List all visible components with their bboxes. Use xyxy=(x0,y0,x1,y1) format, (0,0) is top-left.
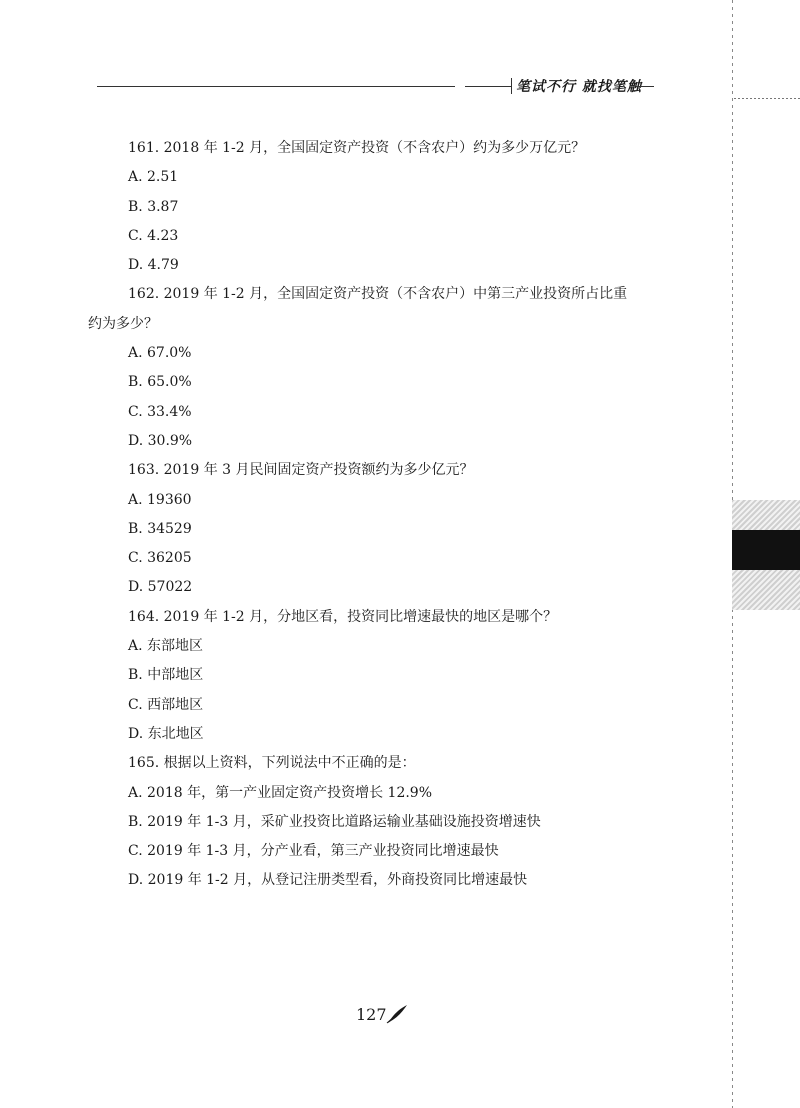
question-161-stem: 161. 2018 年 1-2 月，全国固定资产投资（不含农户）约为多少万亿元？ xyxy=(128,140,586,156)
question-165-option-c: C. 2019 年 1-3 月，分产业看，第三产业投资同比增速最快 xyxy=(128,843,499,860)
question-164-stem: 164. 2019 年 1-2 月，分地区看，投资同比增速最快的地区是哪个？ xyxy=(128,608,558,625)
header-dash-left xyxy=(465,86,511,87)
question-161-option-c: C. 4.23 xyxy=(128,227,179,244)
question-162-option-b: B. 65.0% xyxy=(128,374,192,391)
question-165-stem: 165. 根据以上资料，下列说法中不正确的是： xyxy=(128,755,416,772)
question-163-stem: 163. 2019 年 3 月民间固定资产投资额约为多少亿元？ xyxy=(128,462,474,479)
scan-edge-mark xyxy=(734,98,800,99)
header-divider xyxy=(511,78,512,94)
question-162-stem-cont: 约为多少？ xyxy=(88,315,158,332)
question-163-option-d: D. 57022 xyxy=(128,579,193,596)
question-161-option-d: D. 4.79 xyxy=(128,257,179,274)
header-dash-right xyxy=(636,86,654,87)
question-162-option-a: A. 67.0% xyxy=(128,345,192,362)
question-161-option-b: B. 3.87 xyxy=(128,198,179,215)
question-162-stem: 162. 2019 年 1-2 月，全国固定资产投资（不含农户）中第三产业投资所占比重 xyxy=(128,286,628,303)
question-163-option-a: A. 19360 xyxy=(128,491,192,508)
page-number: 127 xyxy=(356,1005,387,1024)
question-165-option-a: A. 2018 年，第一产业固定资产投资增长 12.9% xyxy=(128,784,433,801)
question-164-option-a: A. 东部地区 xyxy=(128,638,204,655)
question-164-option-d: D. 东北地区 xyxy=(128,725,204,742)
question-164-option-c: C. 西部地区 xyxy=(128,696,204,713)
scan-artifact-dark xyxy=(732,530,800,570)
question-list xyxy=(88,134,677,896)
quill-icon xyxy=(386,1004,408,1024)
question-165-option-b: B. 2019 年 1-3 月，采矿业投资比道路运输业基础设施投资增速快 xyxy=(128,813,541,830)
question-163-option-c: C. 36205 xyxy=(128,550,192,567)
header-rule xyxy=(97,86,455,87)
header-title: 笔试不行 就找笔触 xyxy=(516,79,642,95)
question-164-option-b: B. 中部地区 xyxy=(128,667,204,684)
question-165-option-d: D. 2019 年 1-2 月，从登记注册类型看，外商投资同比增速最快 xyxy=(128,872,528,889)
question-161-option-a: A. 2.51 xyxy=(128,169,179,186)
question-163-option-b: B. 34529 xyxy=(128,520,192,537)
question-162-option-d: D. 30.9% xyxy=(128,432,193,449)
question-162-option-c: C. 33.4% xyxy=(128,403,192,420)
